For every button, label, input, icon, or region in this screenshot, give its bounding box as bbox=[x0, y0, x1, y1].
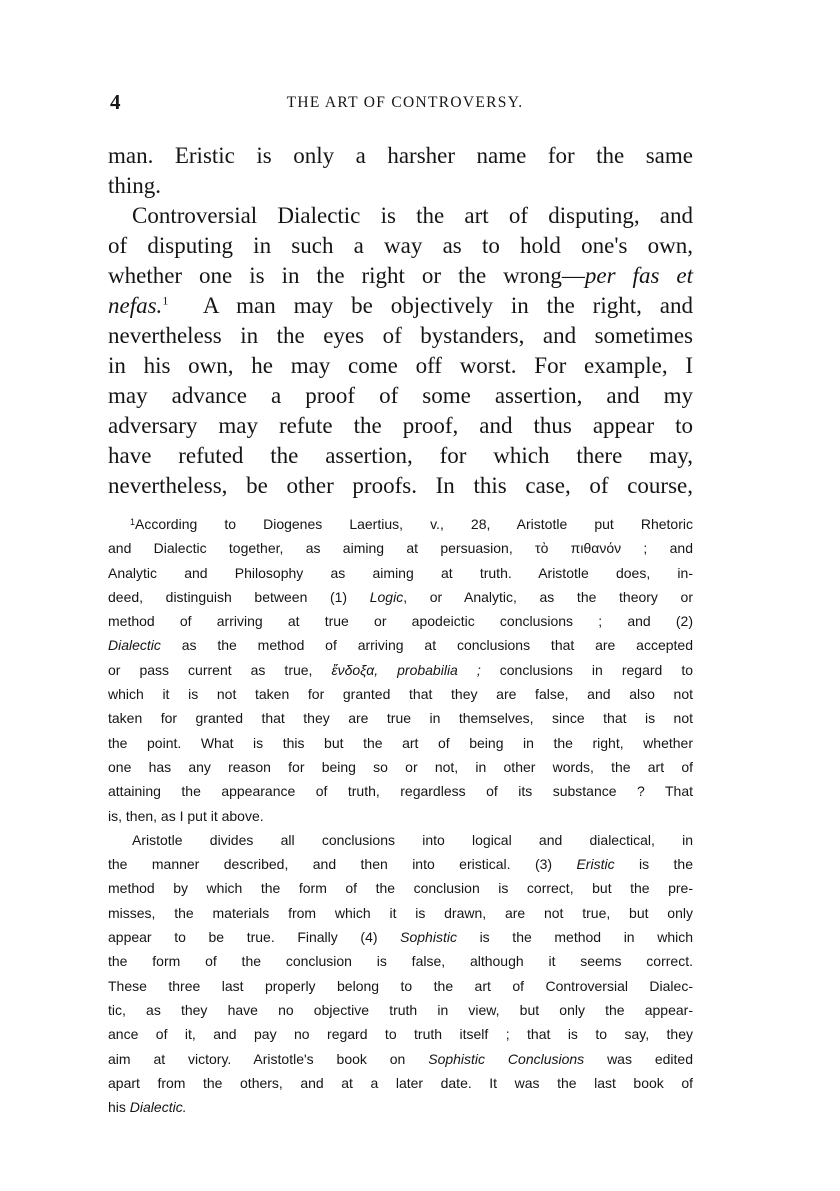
footnote-line: tic, as they have no objective truth in view, but only the appear- bbox=[108, 1001, 693, 1018]
footnote-line: method by which the form of the conclusion is correct, but the pre- bbox=[108, 880, 693, 897]
footnote-text-run: appear to be true. Finally (4) bbox=[108, 929, 401, 946]
footnote-text-run: deed, distinguish between (1) bbox=[108, 588, 370, 605]
footnote-line bbox=[108, 658, 693, 682]
footnote-line: and Dialectic together, as aiming at persuasion, τὸ πιθανόν ; and bbox=[108, 540, 693, 557]
footnote-line: taken for granted that they are true in themselves, since that is not bbox=[108, 710, 693, 727]
footnote-line: the form of the conclusion is false, although it seems correct. bbox=[108, 953, 693, 970]
footnote-line: These three last properly belong to the art of Controversial Dialec- bbox=[108, 977, 693, 994]
body-line: Controversial Dialectic is the art of disputing, and bbox=[132, 203, 693, 228]
latin-phrase: per fas et bbox=[584, 263, 693, 288]
footnote-text-run: According to Diogenes Laertius, v., 28, Aristotle put Rhetoric bbox=[135, 516, 693, 532]
body-line: nevertheless, be other proofs. In this case, of course, bbox=[108, 473, 693, 498]
body-line bbox=[108, 291, 693, 321]
footnote-line bbox=[108, 633, 693, 657]
footnote-line bbox=[108, 925, 693, 949]
footnote-term: Eristic bbox=[576, 856, 615, 873]
body-line: man. Eristic is only a harsher name for the same bbox=[108, 143, 693, 168]
page-number: 4 bbox=[110, 90, 121, 114]
footnote-text-run: is the bbox=[614, 856, 693, 873]
footnote-line: Analytic and Philosophy as aiming at truth. Aristotle does, in- bbox=[108, 564, 693, 581]
footnote-line: ance of it, and pay no regard to truth itself ; that is to say, they bbox=[108, 1026, 693, 1043]
footnote-line: attaining the appearance of truth, regardless of its substance ? That bbox=[108, 783, 693, 800]
body-line: in his own, he may come off worst. For example, I bbox=[108, 353, 693, 378]
body-line: of disputing in such a way as to hold one's own, bbox=[108, 233, 693, 258]
running-head bbox=[110, 90, 700, 114]
footnote-text-run: the manner described, and then into eristical. (3) bbox=[108, 856, 577, 873]
footnote-term: Sophistic Conclusions bbox=[428, 1050, 585, 1067]
footnote-line bbox=[108, 585, 693, 609]
footnote-text-run: conclusions in regard to bbox=[480, 661, 693, 678]
footnote-line bbox=[108, 512, 693, 536]
footnote-text-run: is the method in which bbox=[456, 929, 694, 946]
footnote-line: is, then, as I put it above. bbox=[108, 807, 264, 824]
footnote-line: apart from the others, and at a later date. It was the last book of bbox=[108, 1074, 693, 1091]
footnote-line: which it is not taken for granted that they are false, and also not bbox=[108, 686, 693, 703]
body-line: may advance a proof of some assertion, and my bbox=[108, 383, 693, 408]
body-line: thing. bbox=[108, 173, 162, 198]
footnote-text-run: as the method of arriving at conclusions that are accepted bbox=[160, 637, 693, 654]
footnote-text-run: aim at victory. Aristotle's book on bbox=[108, 1050, 429, 1067]
footnote-reference[interactable]: 1 bbox=[162, 293, 169, 308]
footnote-term: Dialectic. bbox=[129, 1099, 187, 1116]
body-line bbox=[108, 261, 693, 291]
body-line: nevertheless in the eyes of bystanders, and sometimes bbox=[108, 323, 693, 348]
footnote-line: method of arriving at true or apodeictic conclusions ; and (2) bbox=[108, 613, 693, 630]
body-line: adversary may refute the proof, and thus appear to bbox=[108, 413, 693, 438]
body-text bbox=[108, 141, 693, 501]
footnote-line bbox=[108, 1095, 693, 1119]
footnote-term: Sophistic bbox=[400, 929, 457, 946]
footnote-line: misses, the materials from which it is drawn, are not true, but only bbox=[108, 904, 693, 921]
footnote-term: ἔνδοξα, probabilia ; bbox=[331, 661, 481, 678]
running-title: THE ART OF CONTROVERSY. bbox=[286, 94, 524, 111]
body-line: have refuted the assertion, for which there may, bbox=[108, 443, 693, 468]
footnote-line bbox=[108, 852, 693, 876]
footnote-line: the point. What is this but the art of being in the right, whether bbox=[108, 734, 693, 751]
footnote-marker: 1 bbox=[130, 517, 136, 527]
latin-phrase: nefas. bbox=[108, 293, 163, 318]
footnote bbox=[108, 512, 693, 1119]
footnote-line bbox=[108, 1047, 693, 1071]
body-text-run: A man may be objectively in the right, and bbox=[202, 293, 693, 318]
footnote-text-run: or pass current as true, bbox=[108, 661, 332, 678]
footnote-text-run: his bbox=[108, 1099, 130, 1116]
footnote-term: Logic bbox=[369, 588, 404, 605]
footnote-text-run: , or Analytic, as the theory or bbox=[403, 588, 693, 605]
footnote-text-run: was edited bbox=[584, 1050, 693, 1067]
footnote-line: one has any reason for being so or not, in other words, the art of bbox=[108, 758, 693, 775]
footnote-line: Aristotle divides all conclusions into logical and dialectical, in bbox=[132, 831, 693, 848]
footnote-term: Dialectic bbox=[108, 637, 161, 654]
body-text-run: whether one is in the right or the wrong— bbox=[108, 263, 585, 288]
